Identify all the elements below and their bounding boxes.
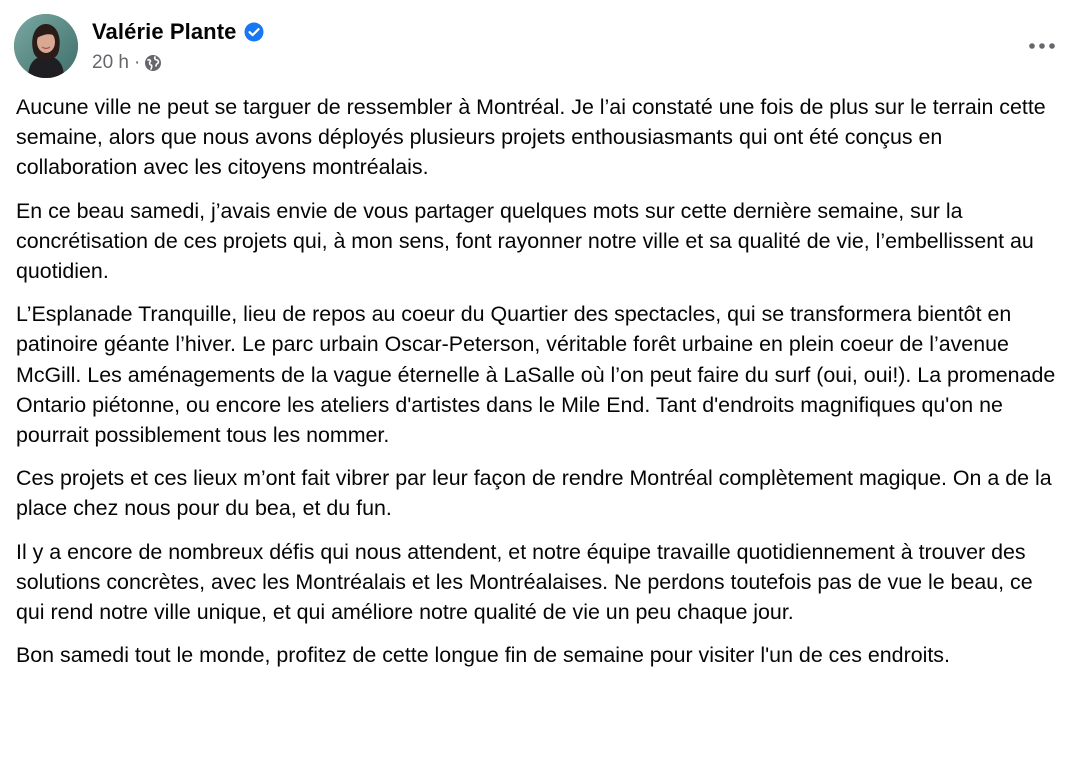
- post-paragraph: Il y a encore de nombreux défis qui nous attendent, et notre équipe travaille quotidiennement à trouver des solutions concrètes, avec les Montréalais et les Montréalaises. Ne perdons toutefois pas de vue le beau, ce qui rend notre ville unique, et qui améliore notre qualité de vie un peu chaque jour.: [16, 539, 1033, 625]
- more-options-button[interactable]: [1020, 26, 1064, 66]
- author-name[interactable]: Valérie Plante: [92, 19, 237, 44]
- post-header: [14, 14, 1064, 80]
- post-paragraph: L’Esplanade Tranquille, lieu de repos au coeur du Quartier des spectacles, qui se transformera bientôt en patinoire géante l’hiver. Le parc urbain Oscar-Peterson, véritable forêt urbaine en plein coeur de l’avenue McGill. Les aménagements de la vague éternelle à LaSalle où l’on peut faire du surf (oui, oui!). La promenade Ontario piétonne, ou encore les ateliers d'artistes dans le Mile End. Tant d'endroits magnifiques qu'on ne pourrait possiblement tous les nommer.: [16, 302, 1056, 448]
- avatar[interactable]: [14, 14, 78, 78]
- meta-separator: ·: [133, 52, 141, 73]
- post-body: [16, 92, 1066, 683]
- avatar-photo: [14, 14, 78, 78]
- more-horizontal-icon: [1028, 37, 1056, 55]
- timestamp-link[interactable]: 20 h: [92, 52, 129, 73]
- author-line: [92, 17, 264, 47]
- verified-badge-icon: [244, 22, 264, 42]
- post-paragraph: Aucune ville ne peut se targuer de ressembler à Montréal. Je l’ai constaté une fois de plus sur le terrain cette semaine, alors que nous avons déployés plusieurs projets enthousiasmants qui ont été conçus en collaboration avec les citoyens montréalais.: [16, 95, 1046, 180]
- globe-icon[interactable]: [144, 54, 162, 72]
- post-paragraph: Ces projets et ces lieux m’ont fait vibrer par leur façon de rendre Montréal complètement magique. On a de la place chez nous pour du bea, et du fun.: [16, 466, 1052, 521]
- author-block: [92, 17, 264, 74]
- post-paragraph: Bon samedi tout le monde, profitez de cette longue fin de semaine pour visiter l'un de ces endroits.: [16, 643, 950, 668]
- post-meta: [92, 52, 264, 74]
- post-paragraph: En ce beau samedi, j’avais envie de vous partager quelques mots sur cette dernière semaine, sur la concrétisation de ces projets qui, à mon sens, font rayonner notre ville et sa qualité de vie, l’embellissent au quotidien.: [16, 198, 1034, 284]
